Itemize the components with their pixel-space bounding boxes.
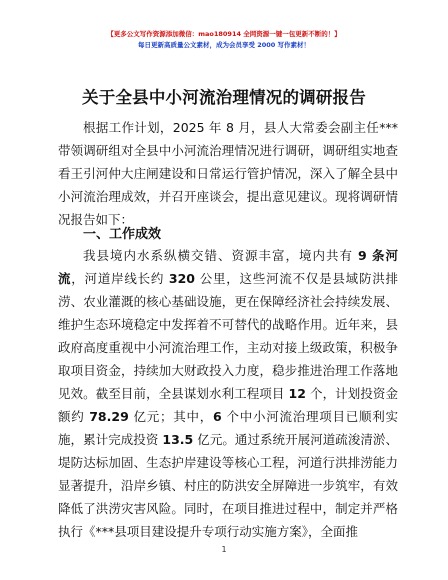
text-run: 我县境内水系纵横交错、资源丰富，境内共有 <box>83 248 358 263</box>
text-run: 公里，这些河流不仅是县域防洪排涝、农业灌溉的核心基础设施，更在保障经济社会持续发展、维护生态环境稳定中发挥着不可替代的战略作用。近年来，县政府高度重视中小河流治理工作，主动对接上级政策，积极争取项目资金，持续加大财政投入力度，稳步推进治理工作落地见效。截至目前，全县谋划水利工程项目 <box>58 271 398 401</box>
section-1-paragraph <box>58 244 398 543</box>
document-title: 关于全县中小河流治理情况的调研报告 <box>82 88 366 107</box>
section-heading-work-results: 一、工作成效 <box>83 227 162 242</box>
highlight-planned-investment: 78.29 <box>89 409 129 424</box>
text-run: ，河道岸线长约 <box>71 271 169 286</box>
text-run: 个中小河流治理项目已顺利实施，累计完成投资 <box>58 409 398 447</box>
highlight-project-count: 12 <box>288 386 306 401</box>
promo-banner-line-2: 每日更新高质量公文素材，成为会员享受 2000 写作素材！ <box>137 41 311 49</box>
highlight-shoreline-length: 320 <box>168 271 195 286</box>
intro-paragraph: 根据工作计划，2025 年 8 月，县人大常委会副主任***带领调研组对全县中小河流治理情况进行调研，调研组实地查看王引河仲大庄闸建设和日常运行管护情况，深入了解全县中小河流治理成效，并召开座谈会，提出意见建议。现将调研情况报告如下： <box>58 120 398 227</box>
highlight-completed-investment: 13.5 <box>162 432 194 447</box>
highlight-implemented-count: 6 <box>213 409 222 424</box>
text-run: 亿元。通过系统开展河道疏浚清淤、堤防达标加固、生态护岸建设等核心工程，河道行洪排涝能力显著提升，沿岸乡镇、村庄的防洪安全屏障进一步筑牢，有效降低了洪涝灾害风险。同时，在项目推进过程中，制定并严格执行《***县项目建设提升专项行动实施方案》，全面推 <box>58 432 398 539</box>
promo-banner-line-1: 【更多公文写作资源添加微信：mao180914 全网资源一键一包更新不断的！】 <box>107 30 341 38</box>
text-run: 个，计划投资金额约 <box>58 386 398 424</box>
page-number: 1 <box>221 545 227 554</box>
text-run: 亿元；其中， <box>128 409 214 424</box>
highlight-river-count: 9 条河流 <box>58 248 398 286</box>
